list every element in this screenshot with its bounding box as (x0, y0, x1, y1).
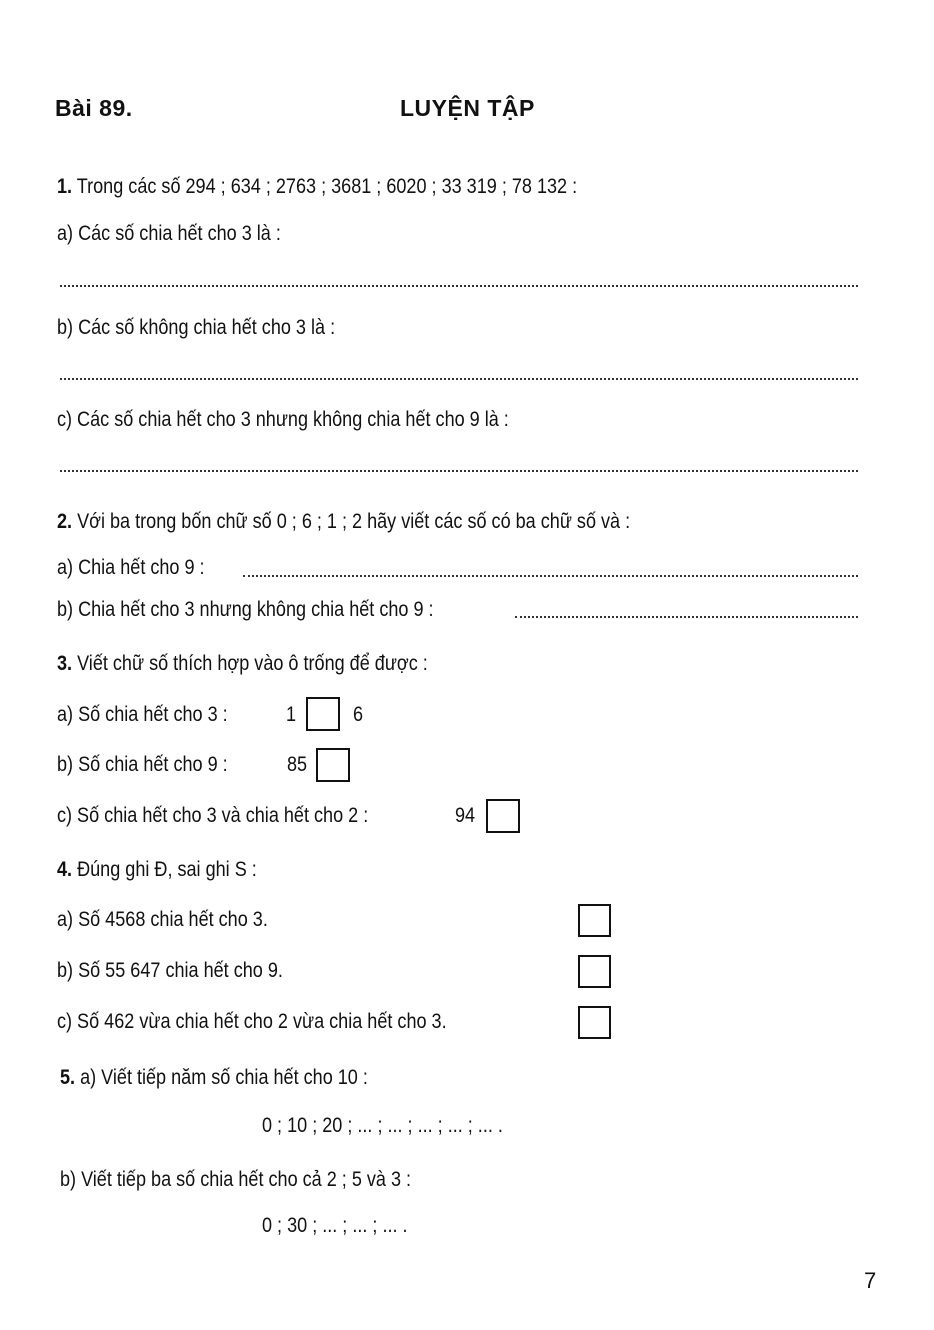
q4-c-text: c) Số 462 vừa chia hết cho 2 vừa chia hết cho 3. (57, 1010, 447, 1033)
q4-text: Đúng ghi Đ, sai ghi S : (77, 858, 257, 881)
q4-number: 4. (57, 858, 73, 881)
q3-b-digit-box[interactable] (316, 748, 350, 782)
q5-a-text: a) Viết tiếp năm số chia hết cho 10 : (80, 1066, 368, 1089)
q1-b-answer-line[interactable] (60, 378, 858, 380)
q2-number: 2. (57, 510, 73, 533)
q3-b-label: b) Số chia hết cho 9 : (57, 753, 228, 776)
q3-a-digit-box[interactable] (306, 697, 340, 731)
q1-prompt (57, 175, 577, 199)
q4-prompt (57, 858, 257, 882)
page-number: 7 (864, 1268, 877, 1293)
q5-a-sequence: 0 ; 10 ; 20 ; ... ; ... ; ... ; ... ; ... . (262, 1114, 503, 1137)
q3-c-label: c) Số chia hết cho 3 và chia hết cho 2 : (57, 804, 369, 827)
q1-a-answer-line[interactable] (60, 285, 858, 287)
q2-b-text: b) Chia hết cho 3 nhưng không chia hết cho 9 : (57, 598, 434, 621)
q1-c-answer-line[interactable] (60, 470, 858, 472)
q5-b-sequence: 0 ; 30 ; ... ; ... ; ... . (262, 1214, 408, 1237)
q3-a-suffix: 6 (353, 703, 364, 726)
q3-a-label: a) Số chia hết cho 3 : (57, 703, 228, 726)
q3-a-prefix: 1 (286, 703, 297, 726)
q3-prompt (57, 652, 428, 676)
q5-number: 5. (60, 1066, 76, 1089)
q2-prompt (57, 510, 630, 534)
lesson-number: Bài 89. (55, 95, 133, 121)
q5-a-prompt (60, 1066, 368, 1090)
q1-c-text: c) Các số chia hết cho 3 nhưng không chia hết cho 9 là : (57, 408, 509, 431)
q1-b-text: b) Các số không chia hết cho 3 là : (57, 316, 336, 339)
q2-a-answer-line[interactable] (243, 575, 858, 577)
q3-b-prefix: 85 (287, 753, 308, 776)
q3-text: Viết chữ số thích hợp vào ô trống để được : (77, 652, 428, 675)
q1-text: Trong các số 294 ; 634 ; 2763 ; 3681 ; 6020 ; 33 319 ; 78 132 : (76, 175, 578, 198)
q3-c-prefix: 94 (455, 804, 476, 827)
q2-a-text: a) Chia hết cho 9 : (57, 556, 205, 579)
q4-a-text: a) Số 4568 chia hết cho 3. (57, 908, 268, 931)
q1-number: 1. (57, 175, 73, 198)
q5-b-text: b) Viết tiếp ba số chia hết cho cả 2 ; 5 và 3 : (60, 1168, 412, 1191)
q4-b-text: b) Số 55 647 chia hết cho 9. (57, 959, 283, 982)
page-title: LUYỆN TẬP (400, 95, 535, 121)
q1-a-text: a) Các số chia hết cho 3 là : (57, 222, 281, 245)
q4-c-answer-box[interactable] (578, 1006, 611, 1039)
q3-number: 3. (57, 652, 73, 675)
q4-b-answer-box[interactable] (578, 955, 611, 988)
q2-text: Với ba trong bốn chữ số 0 ; 6 ; 1 ; 2 hãy viết các số có ba chữ số và : (77, 510, 631, 533)
q3-c-digit-box[interactable] (486, 799, 520, 833)
q2-b-answer-line[interactable] (515, 616, 858, 618)
q4-a-answer-box[interactable] (578, 904, 611, 937)
